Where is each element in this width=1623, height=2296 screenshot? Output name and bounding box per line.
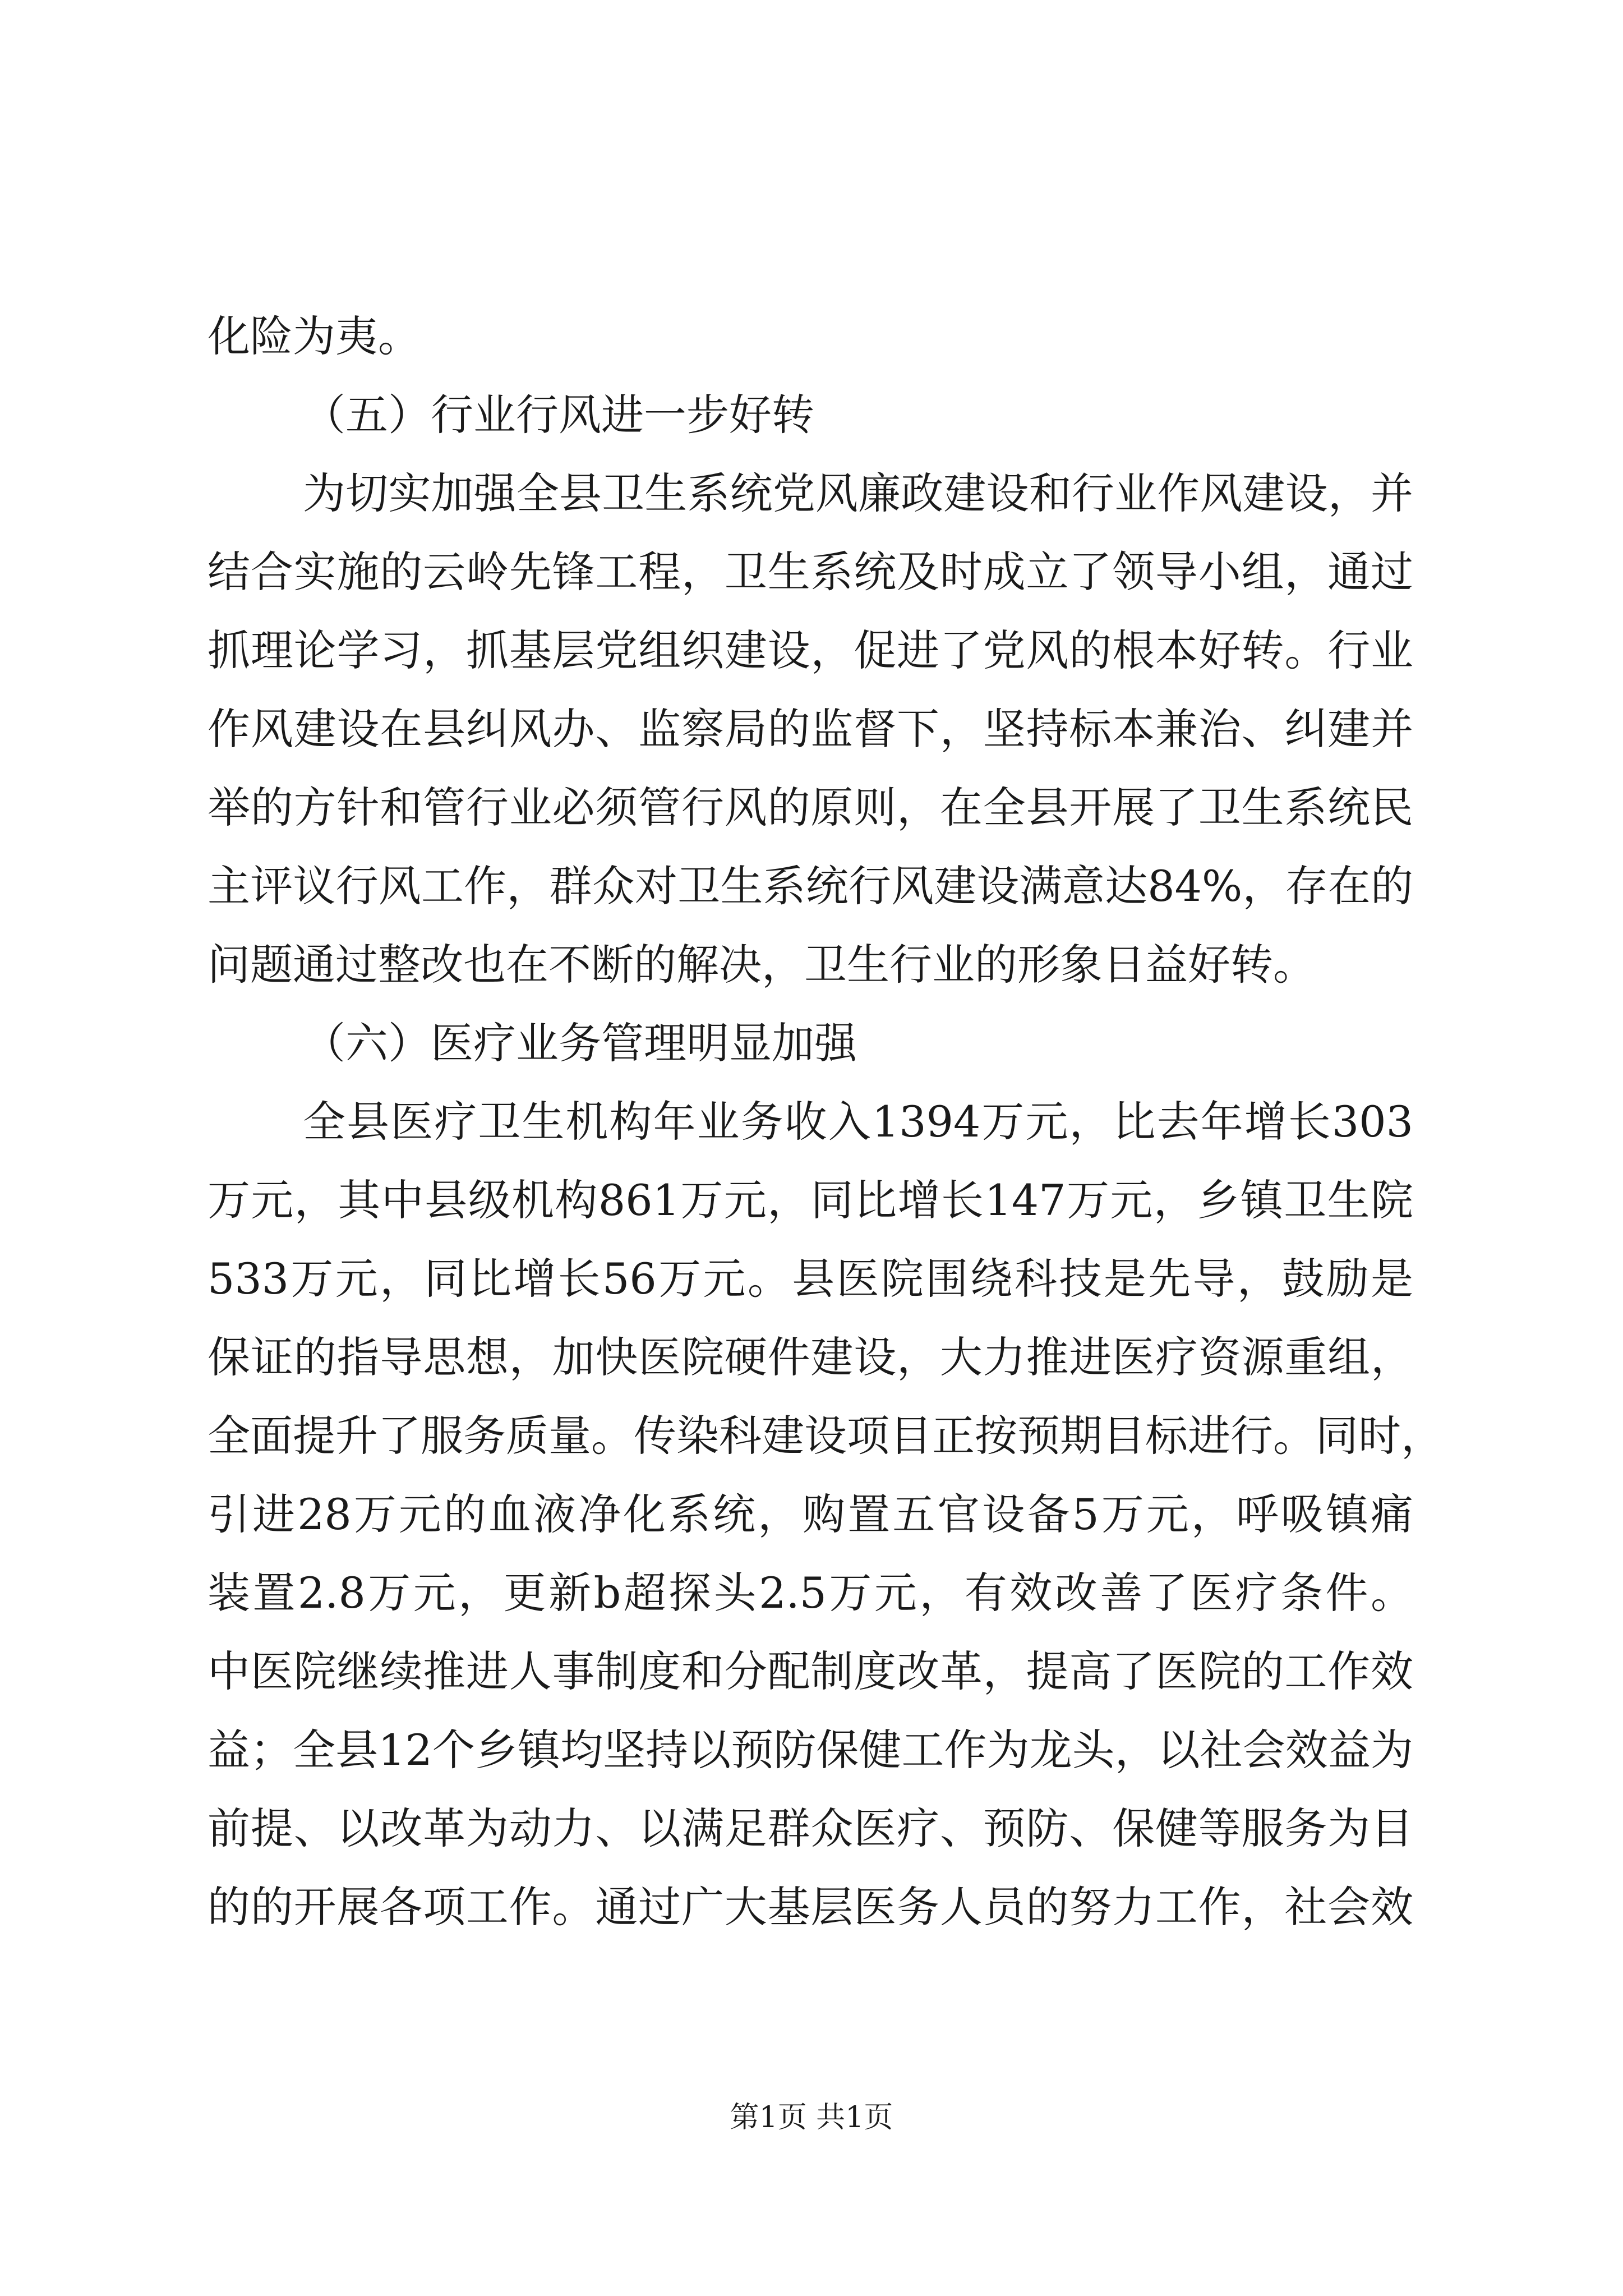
section-heading: （五）行业行风进一步好转 <box>303 390 814 440</box>
paragraph-line: 作风建设在县纠风办、监察局的监督下，坚持标本兼治、纠建并 <box>208 704 1413 754</box>
paragraph-line: 万元，其中县级机构861万元，同比增长147万元，乡镇卫生院 <box>208 1175 1413 1225</box>
paragraph-line: 装置2.8万元，更新b超探头2.5万元，有效改善了医疗条件。 <box>208 1568 1413 1618</box>
paragraph-line: 全面提升了服务质量。传染科建设项目正按预期目标进行。同时， <box>208 1411 1444 1461</box>
paragraph-line: 益；全县12个乡镇均坚持以预防保健工作为龙头，以社会效益为 <box>208 1725 1413 1775</box>
text-line: 化险为夷。 <box>208 311 421 361</box>
paragraph-line: 保证的指导思想，加快医院硬件建设，大力推进医疗资源重组， <box>208 1332 1413 1382</box>
paragraph-line: 结合实施的云岭先锋工程，卫生系统及时成立了领导小组，通过 <box>208 547 1413 597</box>
paragraph-line: 533万元，同比增长56万元。县医院围绕科技是先导，鼓励是 <box>208 1254 1413 1304</box>
paragraph-line: 抓理论学习，抓基层党组织建设，促进了党风的根本好转。行业 <box>208 625 1413 675</box>
paragraph-line: 中医院继续推进人事制度和分配制度改革，提高了医院的工作效 <box>208 1646 1413 1696</box>
paragraph-line: 为切实加强全县卫生系统党风廉政建设和行业作风建设，并 <box>303 468 1413 518</box>
paragraph-line: 全县医疗卫生机构年业务收入1394万元，比去年增长303 <box>303 1097 1413 1147</box>
page-number-footer: 第1页 共1页 <box>730 2101 893 2134</box>
section-heading: （六）医疗业务管理明显加强 <box>303 1018 857 1068</box>
paragraph-line: 前提、以改革为动力、以满足群众医疗、预防、保健等服务为目 <box>208 1803 1413 1853</box>
paragraph-line: 问题通过整改也在不断的解决，卫生行业的形象日益好转。 <box>208 940 1316 990</box>
paragraph-line: 引进28万元的血液净化系统，购置五官设备5万元，呼吸镇痛 <box>208 1489 1413 1539</box>
paragraph-line: 的的开展各项工作。通过广大基层医务人员的努力工作，社会效 <box>208 1882 1413 1932</box>
paragraph-line: 举的方针和管行业必须管行风的原则，在全县开展了卫生系统民 <box>208 783 1413 832</box>
paragraph-line: 主评议行风工作，群众对卫生系统行风建设满意达84%，存在的 <box>208 861 1413 911</box>
